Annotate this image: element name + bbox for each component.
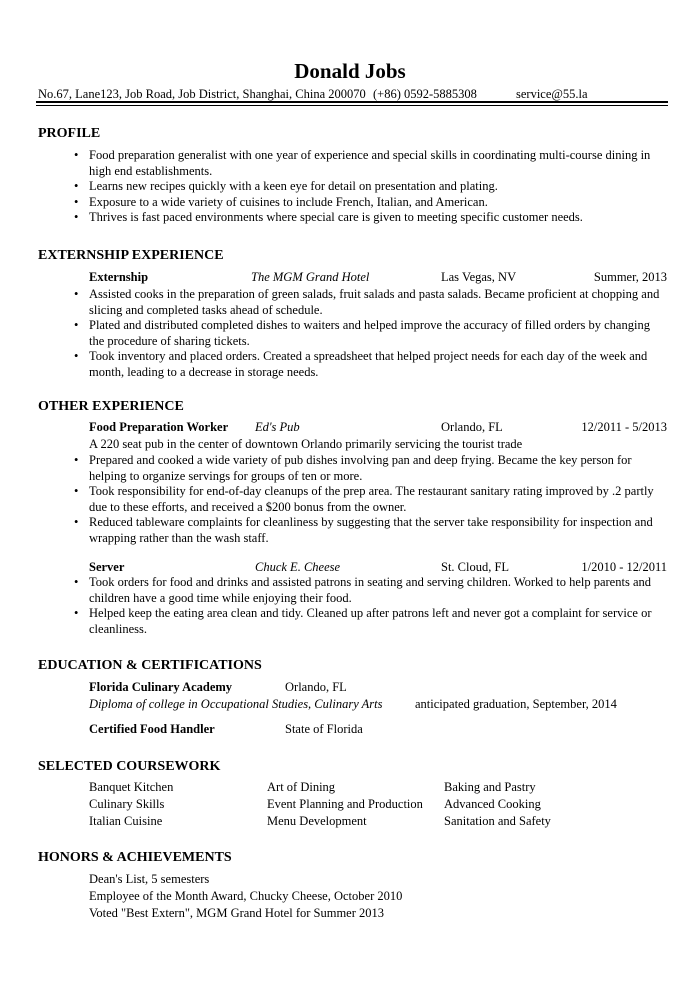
job-title: Externship — [89, 270, 149, 284]
school-location: Orlando, FL — [285, 680, 347, 694]
job-dates: Summer, 2013 — [593, 270, 667, 284]
course-item: Culinary Skills — [89, 797, 165, 811]
course-item: Banquet Kitchen — [89, 780, 174, 794]
job-bullet: • Prepared and cooked a wide variety of pub dishes involving pan and deep frying. Became the key person for helping to organize servings for groups of ten or more. — [89, 453, 667, 484]
profile-bullet: • Thrives is fast paced environments where special care is given to meeting specific customer needs. — [89, 210, 667, 226]
section-heading-other-experience: OTHER EXPERIENCE — [38, 399, 184, 414]
graduation-date: anticipated graduation, September, 2014 — [415, 697, 617, 711]
section-heading-education: EDUCATION & CERTIFICATIONS — [38, 658, 262, 673]
job-header-food-prep — [89, 419, 667, 435]
phone: (+86) 0592-5885308 — [373, 87, 477, 101]
job-bullet: • Took orders for food and drinks and assisted patrons in seating and serving children. Worked to help parents and children have a good time while enjoying their food. — [89, 575, 667, 606]
school-name: Florida Culinary Academy — [89, 680, 233, 694]
profile-bullet: • Exposure to a wide variety of cuisines to include French, Italian, and American. — [89, 195, 667, 211]
job-employer: The MGM Grand Hotel — [251, 270, 370, 284]
course-item: Sanitation and Safety — [444, 814, 551, 828]
address: No.67, Lane123, Job Road, Job District, Shanghai, China 200070 — [38, 87, 366, 101]
externship-bullet: • Assisted cooks in the preparation of green salads, fruit salads and pasta salads. Became proficient at chopping and slicing and completed tasks ahead of schedule. — [89, 287, 667, 318]
header-rule-thin — [36, 105, 668, 106]
job-bullet: • Reduced tableware complaints for cleanliness by suggesting that the server take responsibility for inspection and wrapping rather than the wash staff. — [89, 515, 667, 546]
contact-line — [38, 86, 666, 102]
job-location: Orlando, FL — [441, 420, 503, 434]
job-bullet: • Took responsibility for end-of-day cleanups of the prep area. The restaurant sanitary rating improved by .2 partly due to these efforts, and received a $200 bonus from the owner. — [89, 484, 667, 515]
server-list — [89, 575, 667, 637]
job-dates: 12/2011 - 5/2013 — [581, 420, 667, 434]
job-location: Las Vegas, NV — [441, 270, 517, 284]
job-location: St. Cloud, FL — [441, 560, 510, 574]
certification-row — [89, 721, 667, 737]
education-school-row — [89, 679, 667, 695]
profile-bullet: • Learns new recipes quickly with a keen eye for detail on presentation and plating. — [89, 179, 667, 195]
course-item: Art of Dining — [267, 780, 336, 794]
course-item: Advanced Cooking — [444, 797, 541, 811]
job-employer: Chuck E. Cheese — [255, 560, 341, 574]
header-rule-thick — [36, 101, 668, 103]
course-item: Baking and Pastry — [444, 780, 536, 794]
job-dates: 1/2010 - 12/2011 — [581, 560, 667, 574]
honor-item: Employee of the Month Award, Chucky Cheese, October 2010 — [89, 889, 403, 903]
course-item: Event Planning and Production — [267, 797, 423, 811]
course-item: Italian Cuisine — [89, 814, 163, 828]
job-title: Food Preparation Worker — [89, 420, 229, 434]
honor-item: Voted "Best Extern", MGM Grand Hotel for Summer 2013 — [89, 906, 385, 920]
job-employer: Ed's Pub — [255, 420, 300, 434]
education-diploma-row — [89, 696, 667, 712]
job-description: A 220 seat pub in the center of downtown Orlando primarily servicing the tourist trade — [89, 437, 523, 451]
course-item: Menu Development — [267, 814, 367, 828]
job-title: Server — [89, 560, 125, 574]
externship-list — [89, 287, 667, 380]
externship-job-header — [89, 269, 667, 285]
externship-bullet: • Took inventory and placed orders. Created a spreadsheet that helped project needs for each day of the week and month, leading to a decrease in storage needs. — [89, 349, 667, 380]
section-heading-profile: PROFILE — [38, 126, 101, 141]
section-heading-honors: HONORS & ACHIEVEMENTS — [38, 850, 232, 865]
profile-list — [89, 148, 667, 226]
certification-location: State of Florida — [285, 722, 363, 736]
food-prep-list — [89, 453, 667, 546]
certification-name: Certified Food Handler — [89, 722, 215, 736]
candidate-name: Donald Jobs — [294, 59, 406, 83]
section-heading-externship: EXTERNSHIP EXPERIENCE — [38, 248, 224, 263]
externship-bullet: • Plated and distributed completed dishes to waiters and helped improve the accuracy of filled orders by changing the procedure of sharing tickets. — [89, 318, 667, 349]
job-header-server — [89, 559, 667, 575]
honor-item: Dean's List, 5 semesters — [89, 872, 210, 886]
job-bullet: • Helped keep the eating area clean and tidy. Cleaned up after patrons left and never got a complaint for service or cleanliness. — [89, 606, 667, 637]
diploma: Diploma of college in Occupational Studies, Culinary Arts — [89, 697, 383, 711]
email: service@55.la — [516, 87, 588, 101]
profile-bullet: • Food preparation generalist with one year of experience and special skills in coordinating multi-course dining in high end establishments. — [89, 148, 667, 179]
section-heading-coursework: SELECTED COURSEWORK — [38, 759, 221, 774]
